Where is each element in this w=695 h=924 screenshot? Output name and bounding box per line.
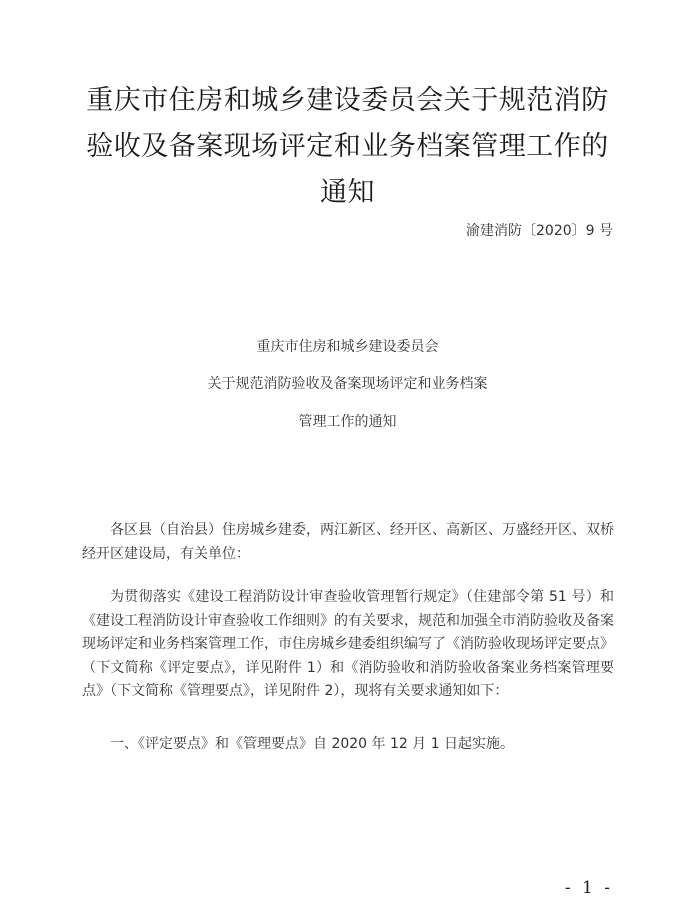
subtitle-line-3: 管理工作的通知 <box>298 414 397 430</box>
page-number: - 1 - <box>564 878 613 898</box>
title-line-2: 验收及备案现场评定和业务档案管理工作的 <box>86 131 609 162</box>
title-line-3: 通知 <box>320 177 375 208</box>
addressee-paragraph: 各区县（自治县）住房城乡建委，两江新区、经开区、高新区、万盛经开区、双桥经开区建设局，有关单位： <box>82 522 614 562</box>
body-paragraph: 为贯彻落实《建设工程消防设计审查验收管理暂行规定》（住建部令第 51 号）和《建设工程消防设计审查验收工作细则》的有关要求，规范和加强全市消防验收及备案现场评定和业务档案管理工作，市住房城乡建委组织编写了《消防验收现场评定要点》（下文简称《评定要点》，详见附件 1）和《消防验收和消防验收备案业务档案管理要点》（下文简称《管理要点》，详见附件 2），现将有关要求通知如下： <box>82 589 614 699</box>
item-1-paragraph: 一、《评定要点》和《管理要点》自 2020 年 12 月 1 日起实施。 <box>110 736 515 752</box>
document-title <box>60 78 635 216</box>
subtitle-line-2: 关于规范消防验收及备案现场评定和业务档案 <box>207 376 488 392</box>
document-number: 渝建消防〔2020〕9 号 <box>466 223 613 239</box>
subtitle-line-1: 重庆市住房和城乡建设委员会 <box>256 339 439 355</box>
title-line-1: 重庆市住房和城乡建设委员会关于规范消防 <box>86 85 609 116</box>
